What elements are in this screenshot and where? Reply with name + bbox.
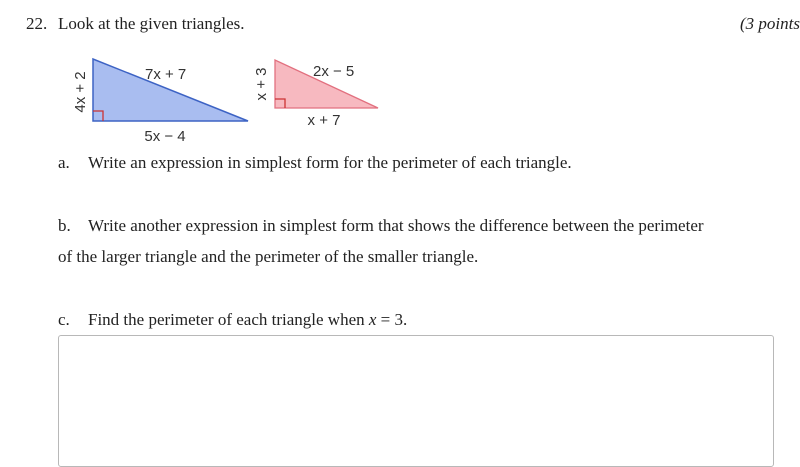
part-c-label: c. (58, 310, 70, 329)
part-c-variable: x (368, 310, 377, 329)
part-c (58, 310, 407, 330)
part-a-text: Write an expression in simplest form for the perimeter of each triangle. (88, 153, 572, 172)
small-horizontal-leg-label: x + 7 (307, 112, 341, 129)
part-a-label: a. (58, 153, 70, 172)
part-b-label: b. (58, 216, 71, 235)
question-number: 22. (26, 14, 48, 33)
triangles-figure (0, 0, 800, 160)
part-b (58, 216, 704, 236)
part-a (58, 153, 572, 173)
answer-textbox[interactable] (58, 335, 774, 467)
part-b-continuation: of the larger triangle and the perimeter of the smaller triangle. (58, 247, 479, 266)
question-prompt: Look at the given triangles. (58, 14, 245, 33)
part-c-text-before: Find the perimeter of each triangle when (88, 310, 369, 329)
part-c-text-after: = 3. (376, 310, 408, 329)
large-hypotenuse-label: 7x + 7 (145, 66, 187, 83)
large-horizontal-leg-label: 5x − 4 (144, 128, 186, 145)
small-hypotenuse-label: 2x − 5 (313, 63, 355, 80)
large-vertical-leg-label: 4x + 2 (72, 71, 89, 113)
small-vertical-leg-label: x + 3 (253, 67, 270, 101)
points-label: (3 points (740, 14, 800, 33)
part-b-text: Write another expression in simplest form that shows the difference between the perimeter (88, 216, 704, 235)
